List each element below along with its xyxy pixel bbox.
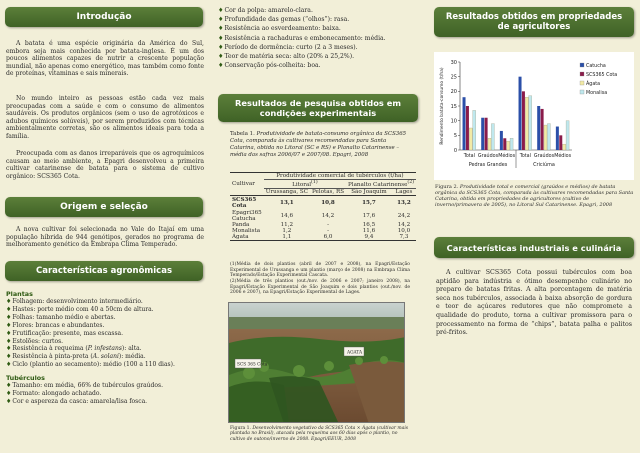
table-header-cultivar: Cultivar xyxy=(230,173,264,196)
table-row: Epagri365 Catucha 14,6 14,2 17,6 24,2 xyxy=(232,209,411,222)
list-item: ♦ Resistência à pinta-preta (A. solani): média. xyxy=(6,353,206,361)
table-row: Ágata 1,1 6,0 9,4 7,3 xyxy=(230,234,416,241)
x-tick-label: Médios xyxy=(498,154,516,159)
bar-scs365-cota xyxy=(522,91,525,150)
table-row: Monalista 1,2 - 11,6 10,0 xyxy=(232,228,411,235)
legend-swatch xyxy=(580,90,584,94)
yield-chart-svg xyxy=(434,52,634,180)
bar-catucha xyxy=(481,118,484,150)
agro-heading-text: Características agronômicas xyxy=(35,266,173,276)
list-item: ♦ Hastes: porte médio com 40 a 50cm de altura. xyxy=(6,306,206,314)
legend-label: Monalisa xyxy=(586,90,608,96)
bar-catucha xyxy=(500,131,503,150)
farm-results-heading-line-1: Resultados obtidos em propriedades xyxy=(445,11,623,22)
bar-scs365-cota xyxy=(541,109,544,150)
bar-scs365-cota xyxy=(466,106,469,150)
legend-swatch xyxy=(580,72,584,76)
bar--gata xyxy=(507,141,510,150)
legend-label: Ágata xyxy=(586,81,601,87)
intro-paragraph-1: A batata é uma espécie originária da América do Sul, embora seja mais conhecida por batata-inglesa. É um dos poucos alimentos capazes de nutrir a crescente população mundial, não apenas como energético, mas também como fonte de proteínas, vitaminas e sais minerais. xyxy=(6,40,204,78)
list-item: ♦ Tamanho: em média, 66% de tubérculos graúdos. xyxy=(6,382,206,390)
legend-swatch xyxy=(580,63,584,67)
table-row: SCS365 Cota 13,1 10,8 15,7 13,2 xyxy=(232,196,411,209)
results-heading xyxy=(218,94,418,122)
y-tick-label: 20 xyxy=(450,89,457,96)
list-item: ♦ Folhagem: desenvolvimento intermediário. xyxy=(6,298,206,306)
results-heading-line-2: condições experimentais xyxy=(259,108,377,118)
list-item: ♦ Folhas: tamanho médio e abertas. xyxy=(6,314,206,322)
y-tick-label: 5 xyxy=(453,133,457,140)
bar-monalisa xyxy=(491,124,494,150)
group-label: Criciúma xyxy=(533,162,555,168)
list-item: ♦ Conservação pós-colheita: boa. xyxy=(218,61,418,70)
y-tick-label: 25 xyxy=(450,74,457,81)
origin-heading xyxy=(5,197,203,217)
table-header-planalto: Planalto Catarinense$^{(2)}$ xyxy=(348,180,415,188)
bar-catucha xyxy=(556,127,559,150)
list-item: ♦ Ciclo (plantio ao secamento): médio (100 a 110 dias). xyxy=(6,361,206,369)
bar-monalisa xyxy=(510,138,513,150)
plants-list xyxy=(6,298,206,369)
intro-heading-text: Introdução xyxy=(76,12,132,22)
bar-catucha xyxy=(519,77,522,150)
legend-label: Catucha xyxy=(586,63,606,69)
table-header-location: São Joaquim xyxy=(351,188,387,195)
bar-catucha xyxy=(537,106,540,150)
bar--gata xyxy=(469,128,472,150)
list-item: ♦ Profundidade das gemas (“olhos”): rasa. xyxy=(218,15,418,24)
bar-scs365-cota xyxy=(503,138,506,150)
photo-label: AGATA xyxy=(347,350,363,356)
legend-swatch xyxy=(580,81,584,85)
y-tick-label: 10 xyxy=(450,118,457,125)
list-item: ♦ Resistência a rachaduras e embonecamento: média. xyxy=(218,34,418,43)
table-footnote-2: (2)Média de três plantios (out./nov. de 2006 e 2007; janeiro 2008), na Epagri/Estação Experimental de São Joaquim e dois plantios (out./nov. de 2006 e 2007), na Epagri/Estação Experimental de Lages. xyxy=(230,279,410,296)
table-caption: Tabela 1. Produtividade de batata-consumo orgânica da SCS365 Cota, comparada às cultivares recomendadas para Santa Catarina, obtida no Litoral (SC e RS) e Planalto Catarinense – média das safras 2006/07 e 2007/08. Epagri, 2008 xyxy=(230,131,407,158)
tubers-list xyxy=(6,382,206,406)
bar--gata xyxy=(525,97,528,150)
list-item: ♦ Resistência à requeima (P. infestans): alta. xyxy=(6,345,206,353)
list-item: ♦ Cor e aspereza da casca: amarela/lisa fosca. xyxy=(6,398,206,406)
industry-paragraph: A cultivar SCS365 Cota possui tubérculos com boa aptidão para indústria e ótimo desempenho culinário no preparo de batatas fritas. A alta porcentagem de matéria seca nos tubérculos, associada à baixa absorção de gordura e teor de açúcares redutores que não compromete a qualidade do produto, torna a cultivar promissora para o processamento na forma de “chips”, batata palha e palitos pré-fritos. xyxy=(436,269,632,337)
industry-heading xyxy=(434,237,634,258)
intro-paragraph-2: No mundo inteiro as pessoas estão cada vez mais preocupadas com a saúde e com o consumo de alimentos saudáveis. Os produtos orgânicos (sem o uso de agrotóxicos e adubos químicos solúveis), por serem produzidos com técnicas ambientalmente corretas, são os alimentos ideais para toda a família. xyxy=(6,95,204,140)
bar--gata xyxy=(544,125,547,150)
bar-monalisa xyxy=(529,96,532,150)
table-row: Panda 11,2 - 16,5 14,2 xyxy=(232,222,411,229)
group-label: Pedras Grandes xyxy=(468,162,508,168)
y-tick-label: 15 xyxy=(450,103,457,110)
table-footnote-1: (1)Média de dois plantios (abril de 2007 e 2008), na Epagri/Estação Experimental de Urussanga e um plantio (março de 2008) na Embrapa Clima Temperado/Estação Experimental Cascata. xyxy=(230,262,410,279)
y-axis-label: Rendimento batata-consumo (t/ha) xyxy=(440,67,445,145)
bar-monalisa xyxy=(473,110,476,150)
plants-subheading: Plantas xyxy=(6,290,33,298)
x-tick-label: Total xyxy=(463,154,475,159)
intro-heading xyxy=(5,7,203,27)
list-item: ♦ Formato: alongado achatado. xyxy=(6,390,206,398)
results-heading-line-1: Resultados de pesquisa obtidos em xyxy=(235,98,401,108)
list-item: ♦ Estolões: curtos. xyxy=(6,338,206,346)
table-header-location: Pelotas, RS xyxy=(312,188,345,195)
list-item: ♦ Resistência ao esverdeamento: baixa. xyxy=(218,24,418,33)
bar--gata xyxy=(488,138,491,150)
x-tick-label: Total xyxy=(519,154,531,159)
intro-paragraph-3: Preocupada com as danos irreparáveis que os agroquímicos causam ao meio ambiente, a Epagri desenvolveu a primeira cultivar catarinense de batata para o sistema de cultivo orgânico: SCS365 Cota. xyxy=(6,150,204,180)
photo-label: SCS 365 Cota xyxy=(237,362,268,368)
farm-results-heading-line-2: de agricultores xyxy=(497,22,571,32)
bar--gata xyxy=(563,144,566,150)
list-item: ♦ Teor de matéria seca: alto (20% a 25,2%). xyxy=(218,52,418,61)
tubers-subheading: Tubérculos xyxy=(6,374,45,382)
origin-paragraph: A nova cultivar foi selecionada no Vale do Itajaí em uma população híbrida de 944 genótipos, gerados no programa de melhoramento genético da Embrapa Clima Temperado. xyxy=(6,226,204,249)
x-tick-label: Médios xyxy=(554,154,572,159)
bar-catucha xyxy=(463,97,466,150)
origin-heading-text: Origem e seleção xyxy=(60,202,148,212)
y-tick-label: 30 xyxy=(450,59,457,66)
figure-2-caption: Figura 2. Produtividade total e comercial (graúdos e médios) de batata orgânica da SCS365 Cota, comparada às cultivares recomendadas para Santa Catarina, obtida em propriedades de agricultores (cultivo de inverno/primavera de 2005), no Litoral Sul Catarinense. Epagri, 2008 xyxy=(435,184,634,209)
agro-heading xyxy=(5,261,203,281)
list-item: ♦ Cor da polpa: amarelo-clara. xyxy=(218,6,418,15)
table-header-location: Lages xyxy=(395,188,413,195)
x-tick-label: Graúdos xyxy=(477,154,499,159)
list-item: ♦ Frutificação: presente, mas escassa. xyxy=(6,330,206,338)
figure-1-caption: Figura 1. Desenvolvimento vegetativo da SCS365 Cota × Ágata (cultivar mais plantada no Brasil), atacada pela requeima aos 60 dias após o plantio, no cultivo de outono/inverno de 2008. Epagri/EEUR, 2008 xyxy=(230,426,409,442)
bar-scs365-cota xyxy=(485,118,488,150)
tuber-traits-list xyxy=(218,6,418,70)
table-header-litoral: Litoral$^{(1)}$ xyxy=(264,180,346,189)
field-photo-image xyxy=(229,303,405,423)
bar-scs365-cota xyxy=(559,135,562,150)
farm-results-heading xyxy=(434,7,634,37)
left-column xyxy=(0,0,210,453)
productivity-table xyxy=(230,172,416,241)
list-item: ♦ Período de dormência: curto (2 a 3 meses). xyxy=(218,43,418,52)
x-tick-label: Graúdos xyxy=(533,154,555,159)
table-header-prod: Produtividade comercial de tubérculos (t/ha) xyxy=(264,173,416,180)
yield-chart xyxy=(434,52,634,180)
field-photo xyxy=(228,302,405,423)
bar-monalisa xyxy=(547,124,550,150)
table-header-location: Urussanga, SC xyxy=(265,188,308,195)
list-item: ♦ Flores: brancas e abundantes. xyxy=(6,322,206,330)
bar-monalisa xyxy=(566,121,569,150)
industry-heading-text: Características industriais e culinária xyxy=(446,242,622,253)
y-tick-label: 0 xyxy=(453,147,457,154)
legend-label: SCS365 Cota xyxy=(586,72,618,78)
